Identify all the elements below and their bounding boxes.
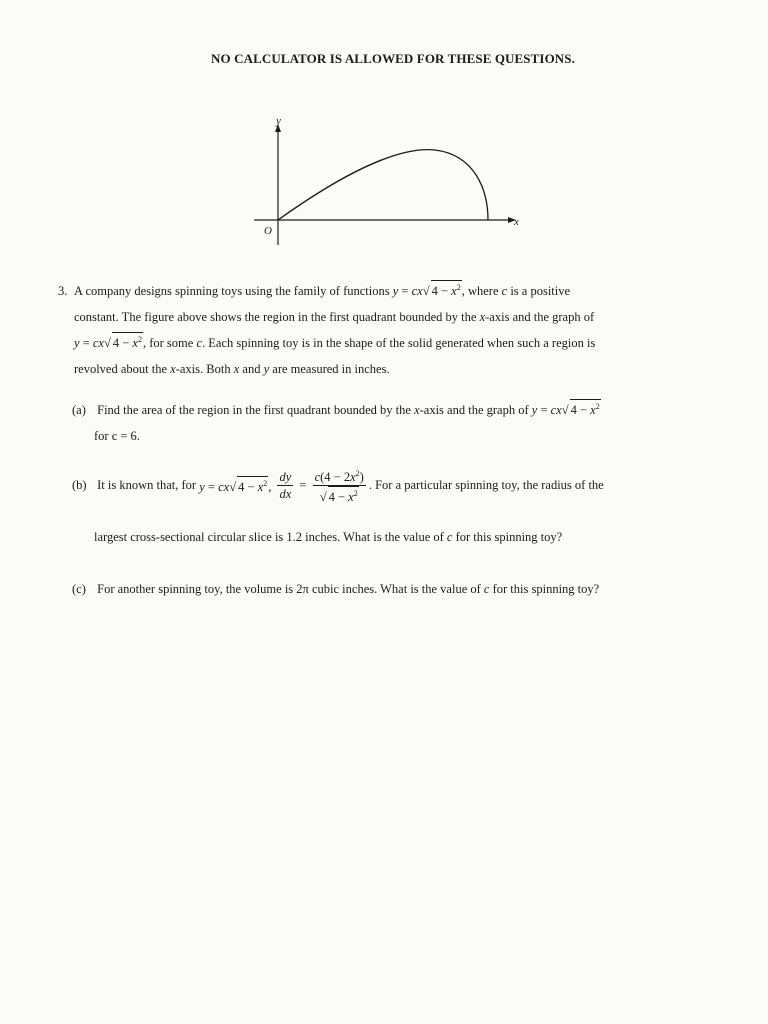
part-a-label: (a) bbox=[72, 403, 86, 417]
problem-stem bbox=[74, 278, 678, 382]
part-b: (b) It is known that, for y = cx√ $4 - x^2$, $\frac{dy}{dx}$ = $\frac{c(4 - 2x^2)}{√ 4 - x^2}$ . For a particular spinning toy, the radius of the largest cross-sectional circular slice is 1.2 inches. What is the value of c for this spinning toy? bbox=[72, 466, 604, 545]
origin-label: O bbox=[264, 225, 272, 237]
derivative-dy-dx: $\frac{dy}{dx}$ bbox=[279, 470, 292, 501]
part-b-label: (b) bbox=[72, 478, 87, 492]
derivative-expression: $\frac{c(4 - 2x^2)}{√ 4 - x^2}$ bbox=[313, 466, 366, 505]
part-b-question: largest cross-sectional circular slice is 1.2 inches. What is the value of c for this spinning toy? bbox=[94, 530, 563, 544]
part-c-label: (c) bbox=[72, 582, 86, 596]
y-axis-label: y bbox=[276, 115, 281, 127]
problem-line-3: y = cx√ $4 - x^2$, for some c. Each spinning toy is in the shape of the solid generated when such a region is bbox=[74, 330, 678, 356]
problem-3 bbox=[58, 278, 678, 382]
problem-line-1: A company designs spinning toys using the family of functions y = cx√ $4 - x^2$, where c is a positive bbox=[74, 278, 678, 304]
region-figure bbox=[240, 110, 540, 250]
function-expression: y = cx√ $4 - x^2$ bbox=[74, 336, 143, 350]
part-c: (c) For another spinning toy, the volume is 2π cubic inches. What is the value of c for this spinning toy? bbox=[72, 582, 600, 596]
problem-line-4: revolved about the x-axis. Both x and y are measured in inches. bbox=[74, 362, 390, 376]
part-a: (a) Find the area of the region in the first quadrant bounded by the x-axis and the graph of y = cx√ $4 - x^2$ for c = 6. bbox=[72, 397, 601, 449]
function-expression: y = cx√ $4 - x^2$ bbox=[393, 284, 462, 298]
function-expression: y = cx√ $4 - x^2$ bbox=[532, 403, 601, 417]
problem-line-2: constant. The figure above shows the region in the first quadrant bounded by the x-axis and the graph of bbox=[74, 310, 595, 324]
part-a-condition: for c = 6. bbox=[94, 429, 140, 443]
region-graph bbox=[240, 110, 540, 250]
page-heading: NO CALCULATOR IS ALLOWED FOR THESE QUESTIONS. bbox=[211, 51, 575, 66]
x-axis-label: x bbox=[514, 216, 519, 228]
problem-number: 3. bbox=[58, 284, 68, 298]
function-curve bbox=[278, 150, 488, 220]
function-expression: y = cx√ $4 - x^2$, bbox=[199, 476, 271, 495]
